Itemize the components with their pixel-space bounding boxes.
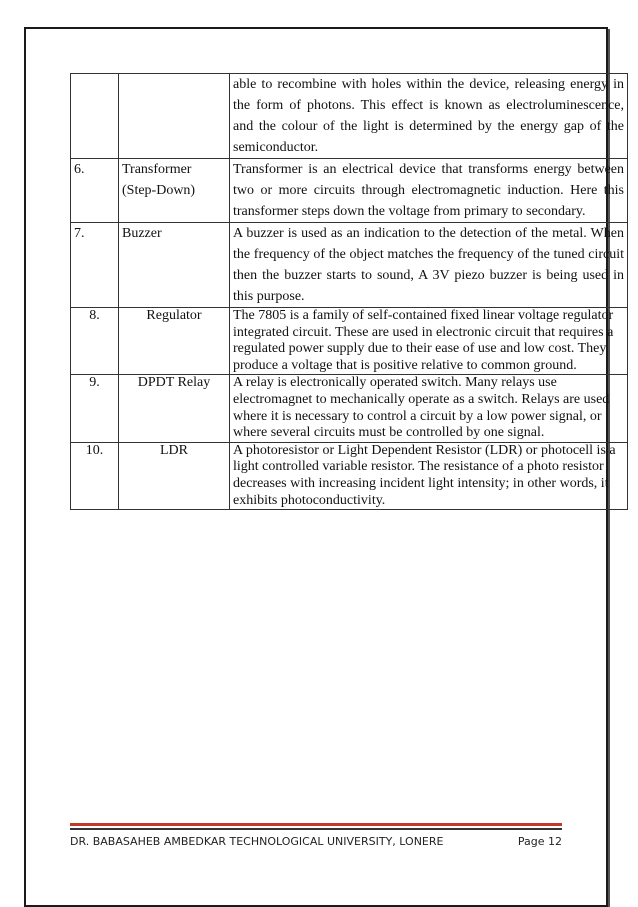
- component-description: A relay is electronically operated switch. Many relays use electromagnet to mechanically operate as a switch. Relays are used where it is necessary to control a circuit by a low power signal, or where several circuits must be controlled by one signal.: [230, 375, 628, 442]
- row-number: 8.: [71, 308, 119, 375]
- table-row: [71, 442, 628, 509]
- components-table: [70, 73, 628, 510]
- row-number: 9.: [71, 375, 119, 442]
- row-number: 6.: [71, 159, 119, 223]
- footer-institution: DR. BABASAHEB AMBEDKAR TECHNOLOGICAL UNIVERSITY, LONERE: [70, 835, 444, 848]
- table-row: [71, 223, 628, 308]
- component-name: Regulator: [119, 308, 230, 375]
- footer-rule-accent: [70, 823, 562, 826]
- component-description: A photoresistor or Light Dependent Resistor (LDR) or photocell is a light controlled variable resistor. The resistance of a photo resistor decreases with increasing incident light intensity; in other words, it exhibits photoconductivity.: [230, 442, 628, 509]
- component-description: able to recombine with holes within the device, releasing energy in the form of photons. This effect is known as electroluminescence, and the colour of the light is determined by the energy gap of the semiconductor.: [230, 74, 628, 159]
- row-number: [71, 74, 119, 159]
- component-name: DPDT Relay: [119, 375, 230, 442]
- page-number: Page 12: [517, 835, 562, 848]
- component-description: The 7805 is a family of self-contained fixed linear voltage regulator integrated circuit. These are used in electronic circuit that requires a regulated power supply due to their ease of use and low cost. They produce a voltage that is positive relative to common ground.: [230, 308, 628, 375]
- table-row: [71, 74, 628, 159]
- row-number: 10.: [71, 442, 119, 509]
- component-name: [119, 74, 230, 159]
- component-description: A buzzer is used as an indication to the detection of the metal. When the frequency of the object matches the frequency of the tuned circuit then the buzzer starts to sound, A 3V piezo buzzer is being used in this purpose.: [230, 223, 628, 308]
- table-row: [71, 159, 628, 223]
- table-row: [71, 375, 628, 442]
- component-name: Transformer (Step-Down): [119, 159, 230, 223]
- component-name: LDR: [119, 442, 230, 509]
- component-name: Buzzer: [119, 223, 230, 308]
- footer-rule: [70, 828, 562, 830]
- row-number: 7.: [71, 223, 119, 308]
- component-description: Transformer is an electrical device that transforms energy between two or more circuits through electromagnetic induction. Here this transformer steps down the voltage from primary to secondary.: [230, 159, 628, 223]
- table-row: [71, 308, 628, 375]
